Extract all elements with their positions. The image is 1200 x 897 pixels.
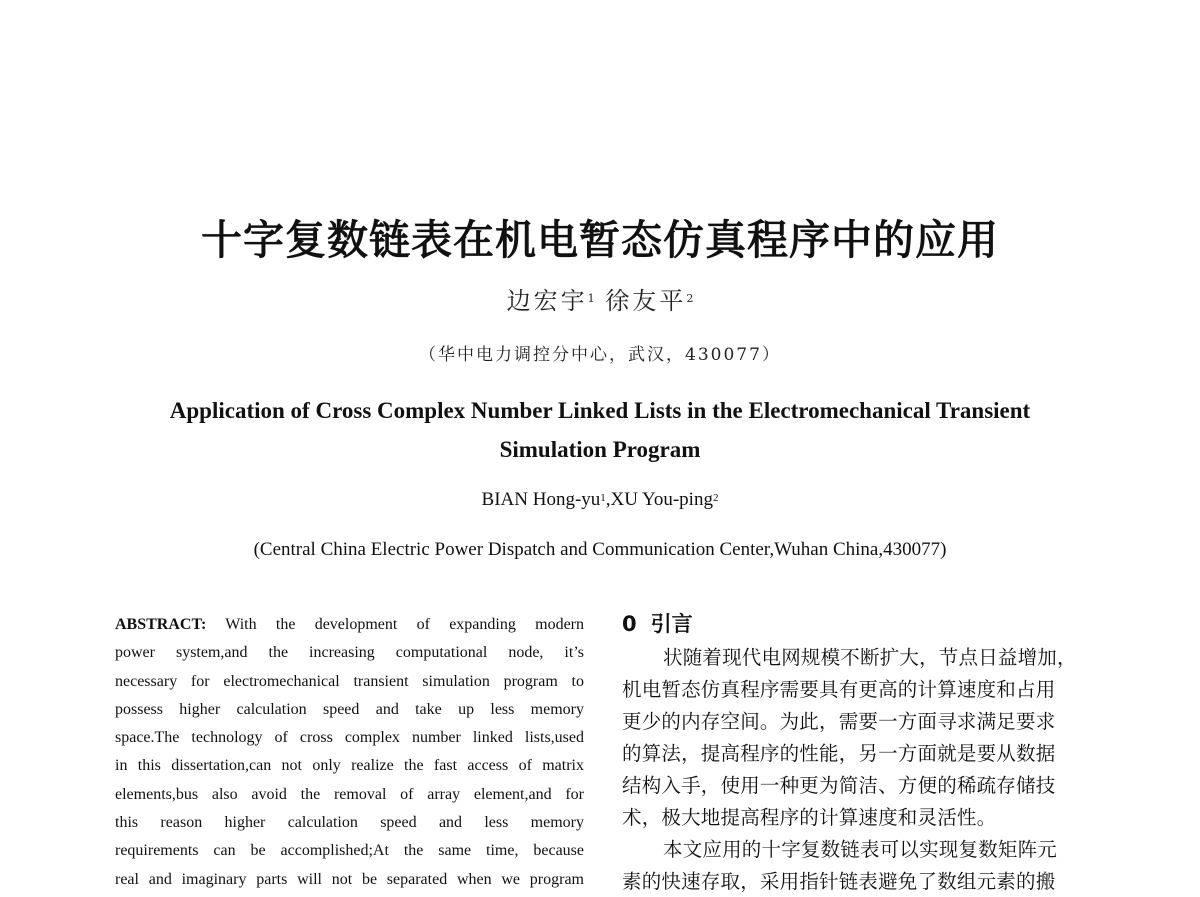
section-number: 0 [622,612,637,636]
intro-line: 的算法，提高程序的性能，另一方面就是要从数据 [622,742,1056,765]
abstract-line: real and imaginary parts will not be separated when we program [115,870,584,888]
intro-line: 本文应用的十字复数链表可以实现复数矩阵元 [663,838,1058,861]
author-1-chinese: 边宏宇 [506,287,588,315]
author-separator: , [605,489,611,510]
author-2-english-affiliation-mark: 2 [712,492,719,504]
intro-line: 机电暂态仿真程序需要具有更高的计算速度和占用 [622,678,1056,701]
section-heading [622,608,1092,640]
abstract-line [115,611,584,639]
intro-line: 术，极大地提高程序的计算速度和灵活性。 [622,806,997,829]
abstract-line: requirements can be accomplished;At the same time, because [115,842,584,860]
authors-english [0,486,1200,514]
introduction-column [622,608,1092,892]
abstract-line: power system,and the increasing computational node, it’s [115,644,584,662]
author-1-english-affiliation-mark: 1 [600,492,606,504]
author-2-chinese: 徐友平 [605,287,687,315]
intro-line: 更少的内存空间。为此，需要一方面寻求满足要求 [622,710,1056,733]
abstract-line: this reason higher calculation speed and less memory [115,814,584,832]
author-1-affiliation-mark: 1 [587,292,595,305]
section-title: 引言 [650,612,693,636]
abstract-line-text: With the development of expanding modern [206,616,584,633]
intro-line: 结构入手，使用一种更为简洁、方便的稀疏存储技 [622,774,1056,797]
title-english: Application of Cross Complex Number Linked Lists in the Electromechanical Transient Simulation Program [169,398,1031,462]
author-1-english: BIAN Hong-yu [481,489,601,510]
author-2-affiliation-mark: 2 [686,292,694,305]
author-2-english: XU You-ping [610,489,713,510]
abstract-line: necessary for electromechanical transient simulation program to [115,672,584,690]
intro-line: 素的快速存取，采用指针链表避免了数组元素的搬 [622,870,1056,892]
intro-line: 状随着现代电网规模不断扩大，节点日益增加， [663,646,1077,669]
abstract-column [115,611,584,894]
affiliation-chinese: （华中电力调控分中心，武汉，430077） [419,345,781,365]
abstract-line: space.The technology of cross complex number linked lists,used [115,729,584,747]
title-chinese: 十字复数链表在机电暂态仿真程序中的应用 [201,216,999,264]
authors-chinese [0,284,1200,318]
abstract-line: elements,bus also avoid the removal of array element,and for [115,785,584,803]
abstract-line: possess higher calculation speed and take up less memory [115,700,584,718]
affiliation-english: (Central China Electric Power Dispatch and Communication Center,Wuhan China,430077) [253,539,947,560]
abstract-line: in this dissertation,can not only realize the fast access of matrix [115,757,584,775]
abstract-label: ABSTRACT: [115,616,207,633]
